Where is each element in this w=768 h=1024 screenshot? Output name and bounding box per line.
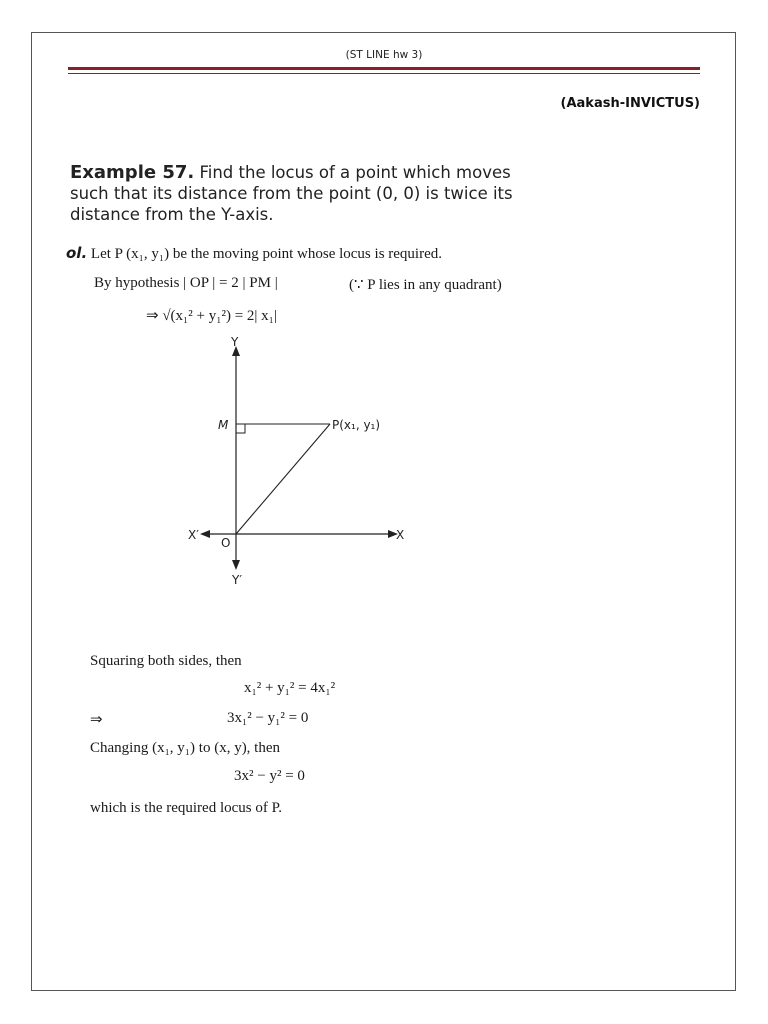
solution-line-1-text: Let P (x₁, y₁) be the moving point whose locus is required.	[90, 246, 442, 262]
label-x-neg: X′	[188, 528, 199, 542]
label-y-neg: Y′	[232, 573, 243, 587]
solution-line-2: By hypothesis | OP | = 2 | PM |	[94, 275, 278, 291]
segment-op	[236, 424, 330, 534]
label-y: Y	[231, 335, 239, 349]
solution-line-1	[66, 244, 442, 263]
label-x: X	[396, 528, 405, 542]
right-angle-mark	[236, 424, 245, 433]
x-axis-arrow-left	[200, 530, 210, 538]
solution-line-3: ⇒ √(x₁² + y₁²) = 2| x₁|	[146, 308, 277, 324]
solution-line-5: Changing (x₁, y₁) to (x, y), then	[90, 740, 281, 756]
label-m: M	[218, 418, 229, 432]
equation-1: x₁² + y₁² = 4x₁²	[244, 680, 336, 696]
label-o: O	[221, 536, 231, 550]
equation-3: 3x² − y² = 0	[234, 768, 305, 784]
solution-line-4: Squaring both sides, then	[90, 653, 242, 669]
equation-2: 3x₁² − y₁² = 0	[227, 710, 309, 726]
y-axis-arrow-down	[232, 560, 240, 570]
example-statement	[70, 162, 550, 225]
implies-arrow: ⇒	[90, 712, 103, 728]
solution-label: ol.	[66, 244, 88, 262]
example-label: Example 57.	[70, 162, 195, 183]
solution-line-6: which is the required locus of P.	[90, 800, 283, 816]
source-label: (Aakash-INVICTUS)	[560, 96, 700, 111]
example-text: Find the locus of a point which moves such that its distance from the point (0, 0) is twice its distance from the Y-axis.	[70, 163, 513, 224]
locus-diagram	[180, 332, 420, 592]
header-title: (ST LINE hw 3)	[345, 49, 423, 61]
header-rule-thin	[68, 73, 700, 74]
header-rule-thick	[68, 67, 700, 70]
label-p: P(x₁, y₁)	[332, 418, 381, 432]
solution-line-2-note: (∵ P lies in any quadrant)	[349, 277, 502, 293]
